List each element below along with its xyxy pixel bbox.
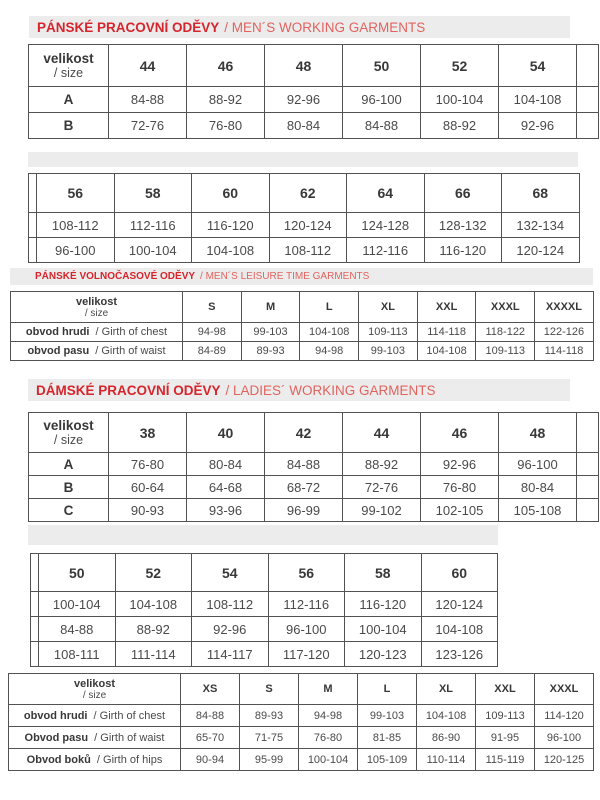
size-header-cell: 56 [37,174,115,213]
ladies-working-table-part2 [30,553,498,667]
measurement-cell: 96-100 [535,727,594,749]
section-heading-mens-working [29,16,570,38]
heading-english: / MEN´S LEISURE TIME GARMENTS [200,271,370,282]
table-row [29,499,599,522]
row-label: A [29,87,109,113]
cutoff-column-cell [577,113,599,139]
section-divider-bar [28,525,498,545]
table-row [31,592,498,617]
row-label-en: / Girth of chest [93,709,166,722]
measurement-cell: 122-126 [535,323,594,342]
measurement-cell: 100-104 [39,592,116,617]
measurement-cell: 108-112 [37,213,115,238]
table-header-row [9,674,594,705]
measurement-cell: 84-88 [343,113,421,139]
measurement-cell: 84-89 [183,342,242,361]
table-row [11,323,594,342]
ladies-working-table-part1 [28,412,599,522]
size-header-cell: 62 [269,174,347,213]
size-header-cell: 64 [347,174,425,213]
corner-label-cz: velikost [74,677,115,690]
corner-label-cz: velikost [43,51,94,66]
heading-czech: PÁNSKÉ PRACOVNÍ ODĚVY [37,19,220,35]
size-header-cell: 54 [499,45,577,87]
measurement-cell: 92-96 [421,453,499,476]
measurement-cell: 90-94 [181,749,240,771]
measurement-cell: 109-113 [476,705,535,727]
heading-czech: PÁNSKÉ VOLNOČASOVÉ ODĚVY [35,271,196,282]
row-label-en: / Girth of waist [94,731,165,744]
corner-label-cz: velikost [43,418,94,433]
table-row [29,476,599,499]
size-header-cell: 68 [502,174,580,213]
row-label-cz: obvod hrudi [25,326,90,338]
section-divider-bar [28,152,578,167]
size-header-cell: 54 [192,554,269,592]
measurement-cell: 84-88 [265,453,343,476]
row-label-cz: obvod pasu [27,345,90,357]
measurement-cell: 84-88 [181,705,240,727]
measurement-cell: 110-114 [417,749,476,771]
measurement-cell: 109-113 [476,342,535,361]
size-header-cell: M [241,292,300,323]
cutoff-column-cell [577,413,599,453]
size-header-cell: 50 [343,45,421,87]
size-header-cell: XL [417,674,476,705]
size-header-cell: XXXXL [535,292,594,323]
measurement-cell: 112-116 [268,592,345,617]
mens-working-table-part2 [28,173,580,263]
measurement-cell: 80-84 [187,453,265,476]
measurement-cell: 81-85 [358,727,417,749]
row-label-en: / Girth of waist [95,345,166,357]
table-row [31,642,498,667]
corner-label-en: / size [82,689,107,701]
size-header-cell: XL [359,292,418,323]
measurement-cell: 102-105 [421,499,499,522]
row-label-en: / Girth of hips [96,753,163,766]
cutoff-column-cell [577,476,599,499]
size-header-cell: S [183,292,242,323]
measurement-cell: 72-76 [109,113,187,139]
table-header-row [29,413,599,453]
measurement-cell: 96-100 [268,617,345,642]
size-header-cell: 44 [109,45,187,87]
table-header-row [11,292,594,323]
measurement-cell: 120-125 [535,749,594,771]
section-heading-mens-leisure [10,268,593,285]
size-header-cell: 46 [421,413,499,453]
size-header-cell: 52 [115,554,192,592]
size-corner-cell [9,674,181,705]
measurement-cell: 96-99 [265,499,343,522]
measurement-cell: 112-116 [347,238,425,263]
measurement-cell: 88-92 [343,453,421,476]
measurement-cell: 60-64 [109,476,187,499]
measurement-cell: 92-96 [192,617,269,642]
measurement-cell: 92-96 [499,113,577,139]
measurement-cell: 86-90 [417,727,476,749]
measurement-cell: 114-120 [535,705,594,727]
row-label-en: / Girth of chest [95,326,168,338]
size-header-cell: 48 [265,45,343,87]
row-label [9,727,181,749]
measurement-cell: 76-80 [109,453,187,476]
measurement-cell: 117-120 [268,642,345,667]
size-header-cell: 58 [114,174,192,213]
measurement-cell: 120-124 [502,238,580,263]
size-corner-cell [29,45,109,87]
size-header-cell: 38 [109,413,187,453]
measurement-cell: 72-76 [343,476,421,499]
cutoff-column-cell [577,87,599,113]
size-header-cell: M [299,674,358,705]
cutoff-column-cell [31,617,39,642]
size-header-cell: XXL [417,292,476,323]
size-header-cell: 50 [39,554,116,592]
measurement-cell: 65-70 [181,727,240,749]
measurement-cell: 92-96 [265,87,343,113]
measurement-cell: 99-103 [358,705,417,727]
measurement-cell: 114-118 [535,342,594,361]
measurement-cell: 84-88 [39,617,116,642]
table-header-row [29,174,580,213]
measurement-cell: 112-116 [114,213,192,238]
row-label: C [29,499,109,522]
measurement-cell: 76-80 [421,476,499,499]
measurement-cell: 114-118 [417,323,476,342]
size-header-cell: 44 [343,413,421,453]
table-row [29,113,599,139]
measurement-cell: 120-124 [421,592,498,617]
measurement-cell: 96-100 [343,87,421,113]
table-row [9,749,594,771]
row-label [11,323,183,342]
mens-working-table-part1 [28,44,599,139]
table-row [11,342,594,361]
table-header-row [29,45,599,87]
row-label-cz: obvod hrudi [23,709,88,722]
size-header-cell: 60 [421,554,498,592]
measurement-cell: 104-108 [115,592,192,617]
measurement-cell: 76-80 [299,727,358,749]
measurement-cell: 100-104 [421,87,499,113]
measurement-cell: 105-109 [358,749,417,771]
measurement-cell: 94-98 [183,323,242,342]
measurement-cell: 68-72 [265,476,343,499]
cutoff-column-cell [577,499,599,522]
measurement-cell: 105-108 [499,499,577,522]
cutoff-column-cell [29,174,37,213]
size-header-cell: 56 [268,554,345,592]
measurement-cell: 99-103 [359,342,418,361]
row-label [9,749,181,771]
measurement-cell: 100-104 [345,617,422,642]
size-header-cell: XXL [476,674,535,705]
size-header-cell: 42 [265,413,343,453]
size-header-cell: 40 [187,413,265,453]
measurement-cell: 123-126 [421,642,498,667]
corner-label-en: / size [84,307,109,319]
cutoff-column-cell [31,592,39,617]
measurement-cell: 76-80 [187,113,265,139]
heading-english: / LADIES´ WORKING GARMENTS [225,382,436,398]
size-corner-cell [11,292,183,323]
measurement-cell: 108-112 [192,592,269,617]
measurement-cell: 93-96 [187,499,265,522]
measurement-cell: 80-84 [499,476,577,499]
cutoff-column-cell [577,453,599,476]
size-header-cell: XXXL [476,292,535,323]
measurement-cell: 100-104 [299,749,358,771]
corner-label-cz: velikost [76,295,117,308]
measurement-cell: 95-99 [240,749,299,771]
measurement-cell: 128-132 [424,213,502,238]
row-label [11,342,183,361]
row-label: B [29,113,109,139]
measurement-cell: 104-108 [499,87,577,113]
measurement-cell: 84-88 [109,87,187,113]
table-header-row [31,554,498,592]
measurement-cell: 108-111 [39,642,116,667]
measurement-cell: 116-120 [192,213,270,238]
size-header-cell: 46 [187,45,265,87]
measurement-cell: 99-102 [343,499,421,522]
cutoff-column-cell [29,238,37,263]
row-label: A [29,453,109,476]
measurement-cell: 96-100 [499,453,577,476]
measurement-cell: 108-112 [269,238,347,263]
measurement-cell: 90-93 [109,499,187,522]
row-label: B [29,476,109,499]
measurement-cell: 94-98 [299,705,358,727]
size-header-cell: 48 [499,413,577,453]
size-header-cell: XXXL [535,674,594,705]
size-header-cell: XS [181,674,240,705]
table-row [29,87,599,113]
measurement-cell: 96-100 [37,238,115,263]
measurement-cell: 88-92 [421,113,499,139]
measurement-cell: 88-92 [115,617,192,642]
measurement-cell: 80-84 [265,113,343,139]
size-header-cell: 66 [424,174,502,213]
measurement-cell: 111-114 [115,642,192,667]
cutoff-column-cell [29,213,37,238]
row-label-cz: Obvod pasu [24,731,89,744]
measurement-cell: 120-123 [345,642,422,667]
corner-label-en: / size [53,66,84,80]
measurement-cell: 124-128 [347,213,425,238]
measurement-cell: 120-124 [269,213,347,238]
size-header-cell: 60 [192,174,270,213]
table-row [29,453,599,476]
measurement-cell: 114-117 [192,642,269,667]
size-header-cell: 58 [345,554,422,592]
size-header-cell: L [358,674,417,705]
measurement-cell: 104-108 [417,705,476,727]
measurement-cell: 94-98 [300,342,359,361]
measurement-cell: 116-120 [345,592,422,617]
measurement-cell: 71-75 [240,727,299,749]
measurement-cell: 88-92 [187,87,265,113]
size-corner-cell [29,413,109,453]
cutoff-column-cell [31,554,39,592]
table-row [9,727,594,749]
size-header-cell: L [300,292,359,323]
measurement-cell: 104-108 [421,617,498,642]
measurement-cell: 115-119 [476,749,535,771]
measurement-cell: 118-122 [476,323,535,342]
heading-english: / MEN´S WORKING GARMENTS [224,19,426,35]
table-row [29,213,580,238]
table-row [29,238,580,263]
table-row [9,705,594,727]
mens-leisure-table [10,291,594,361]
measurement-cell: 104-108 [300,323,359,342]
table-row [31,617,498,642]
measurement-cell: 89-93 [241,342,300,361]
measurement-cell: 64-68 [187,476,265,499]
size-header-cell: 52 [421,45,499,87]
ladies-leisure-table [8,673,594,771]
measurement-cell: 116-120 [424,238,502,263]
corner-label-en: / size [53,433,84,447]
measurement-cell: 99-103 [241,323,300,342]
heading-czech: DÁMSKÉ PRACOVNÍ ODĚVY [36,382,221,398]
measurement-cell: 109-113 [359,323,418,342]
measurement-cell: 104-108 [417,342,476,361]
measurement-cell: 100-104 [114,238,192,263]
cutoff-column-cell [577,45,599,87]
size-header-cell: S [240,674,299,705]
section-heading-ladies-working [28,379,570,401]
row-label-cz: Obvod boků [26,753,91,766]
cutoff-column-cell [31,642,39,667]
measurement-cell: 89-93 [240,705,299,727]
measurement-cell: 132-134 [502,213,580,238]
measurement-cell: 91-95 [476,727,535,749]
measurement-cell: 104-108 [192,238,270,263]
row-label [9,705,181,727]
